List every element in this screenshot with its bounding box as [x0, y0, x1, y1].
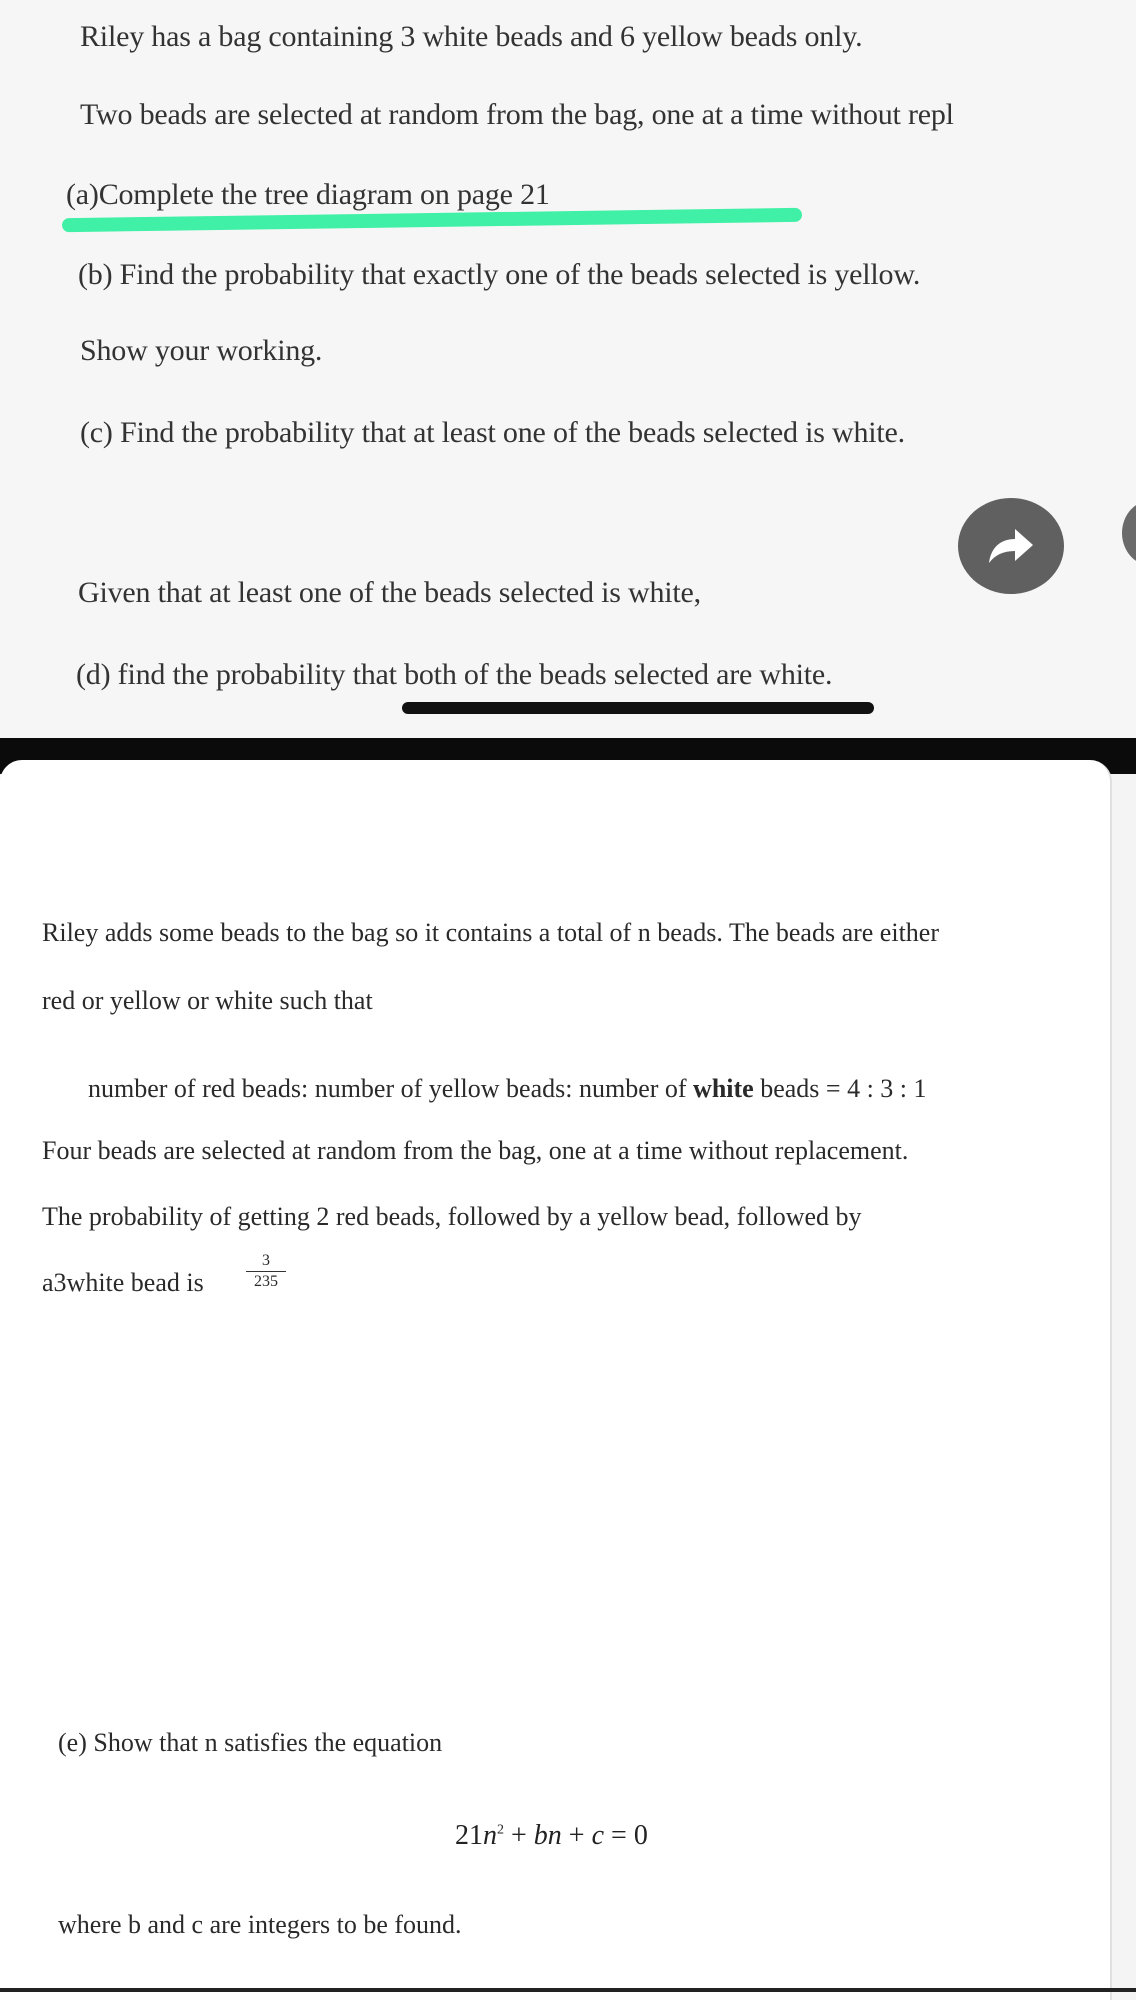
ratio-suffix: beads = 4 : 3 : 1 [753, 1074, 927, 1103]
fraction-numerator: 3 [246, 1252, 286, 1272]
fraction-denominator: 235 [254, 1273, 278, 1290]
para3-line1: The probability of getting 2 red beads, followed by a yellow bead, followed by [42, 1202, 862, 1231]
para1-line1: Riley adds some beads to the bag so it contains a total of n beads. The beads are either [42, 918, 939, 947]
para1-line2: red or yellow or white such that [42, 986, 373, 1015]
ratio-prefix: number of red beads: number of yellow beads: number of [88, 1074, 694, 1103]
top-page-photo [0, 0, 1136, 738]
eq-var: n [483, 1820, 497, 1851]
ratio-bold: white [693, 1074, 754, 1103]
share-button[interactable] [958, 498, 1064, 594]
eq-coef: 21 [455, 1820, 483, 1851]
given-text: Given that at least one of the beads selected is white, [78, 576, 701, 609]
eq-bn: bn [533, 1820, 562, 1851]
eq-c: c [591, 1820, 605, 1851]
side-button[interactable] [1122, 500, 1136, 566]
probability-fraction [246, 1252, 286, 1291]
eq-exp: 2 [497, 1822, 504, 1838]
quadratic-equation [455, 1820, 648, 1852]
para3-line2: a3white bead is [42, 1268, 204, 1297]
show-working: Show your working. [80, 334, 323, 367]
part-d: (d) find the probability that both of the beads selected are white. [76, 658, 833, 691]
para2: Four beads are selected at random from the bag, one at a time without replacement. [42, 1136, 909, 1165]
pen-underline [402, 702, 874, 714]
question-intro: Riley has a bag containing 3 white beads and 6 yellow beads only. [80, 20, 863, 53]
part-a: (a)Complete the tree diagram on page 21 [66, 178, 550, 211]
eq-equals: = 0 [604, 1820, 648, 1851]
question-setup: Two beads are selected at random from the bag, one at a time without repl [80, 98, 954, 131]
part-b: (b) Find the probability that exactly one of the beads selected is yellow. [78, 258, 921, 291]
ratio-line [88, 1074, 927, 1104]
eq-plus2: + [561, 1820, 592, 1851]
closing-line: where b and c are integers to be found. [58, 1910, 462, 1939]
part-c: (c) Find the probability that at least one of the beads selected is white. [80, 416, 905, 449]
share-arrow-icon [985, 523, 1037, 569]
eq-plus1: + [504, 1820, 534, 1851]
bottom-edge [0, 1988, 1136, 1992]
part-e: (e) Show that n satisfies the equation [58, 1728, 443, 1757]
